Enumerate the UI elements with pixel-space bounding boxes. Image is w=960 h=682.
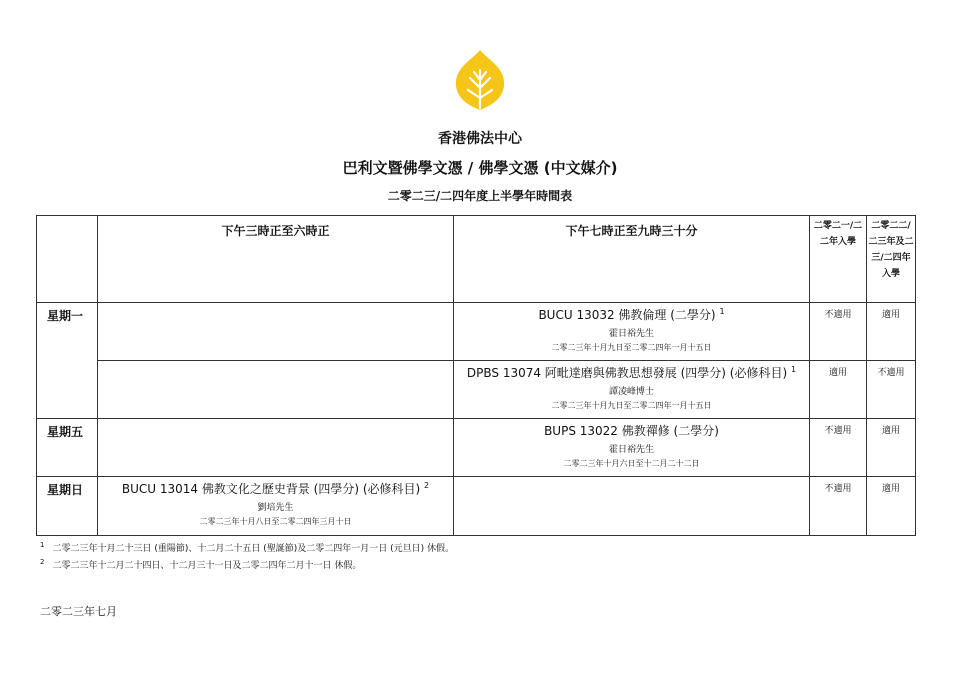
organization-name: 香港佛法中心 [438,131,522,147]
table-row [37,303,916,361]
table-row [37,477,916,536]
intake-a-flag: 不適用 [810,303,867,361]
programme-title: 巴利文暨佛學文憑 / 佛學文憑 (中文媒介) [342,159,618,177]
course-tutor: 霍日裕先生 [608,329,654,339]
footnote-mark: 1 [40,541,45,549]
course-dates: 二零二三年十月六日至十二月二十二日 [563,459,700,468]
afternoon-cell [98,303,454,361]
footnote [40,558,361,571]
course-dates: 二零二三年十月九日至二零二四年一月十五日 [551,343,712,352]
bodhi-leaf-logo [452,48,508,112]
timetable-title: 二零二三/二四年度上半學年時間表 [387,189,573,203]
issue-date: 二零二三年七月 [40,605,117,618]
course-title: BUPS 13022 佛教禪修 (二學分) [544,424,719,438]
intake-b-flag: 適用 [867,419,916,477]
intake-b-flag: 不適用 [867,361,916,419]
footnote-text: 二零二三年十二月二十四日、十二月三十一日及二零二四年二月十一日 休假。 [52,561,362,571]
course-tutor: 劉培先生 [257,503,294,513]
course-tutor: 霍日裕先生 [608,445,654,455]
day-friday: 星期五 [37,419,98,477]
intake-a-flag: 不適用 [810,419,867,477]
course-title: BUCU 13032 佛教倫理 (二學分) [538,308,716,322]
table-row [37,419,916,477]
day-sunday: 星期日 [37,477,98,536]
day-monday: 星期一 [37,303,98,419]
course-cell [98,477,454,536]
header-intake-a: 二零二一/二二年入學 [810,216,867,303]
afternoon-cell [98,361,454,419]
evening-cell [454,477,810,536]
header-afternoon: 下午三時正至六時正 [98,216,454,303]
intake-b-flag: 適用 [867,303,916,361]
intake-a-flag: 適用 [810,361,867,419]
intake-b-flag: 適用 [867,477,916,536]
course-cell [454,361,810,419]
course-tutor: 譚凌峰博士 [608,387,654,397]
table-header-row [37,216,916,303]
header-blank [37,216,98,303]
footnote-text: 二零二三年十月二十三日 (重陽節)、十二月二十五日 (聖誕節)及二零二四年一月一日 (元旦日) 休假。 [52,544,454,554]
intake-a-flag: 不適用 [810,477,867,536]
table-row [37,361,916,419]
afternoon-cell [98,419,454,477]
timetable [36,215,916,536]
footnote-mark: 1 [791,365,797,374]
course-cell [454,303,810,361]
footnote-mark: 2 [424,481,430,490]
course-cell [454,419,810,477]
course-dates: 二零二三年十月八日至二零二四年三月十日 [199,517,352,526]
course-dates: 二零二三年十月九日至二零二四年一月十五日 [551,401,712,410]
course-title: BUCU 13014 佛教文化之歷史背景 (四學分) (必修科目) [121,482,421,496]
footnote [40,541,454,554]
footnote-mark: 1 [719,307,725,316]
footnote-mark: 2 [40,558,45,566]
header-evening: 下午七時正至九時三十分 [454,216,810,303]
header-intake-b: 二零二二/二三年及二三/二四年入學 [867,216,916,303]
course-title: DPBS 13074 阿毗達磨與佛教思想發展 (四學分) (必修科目) [466,366,788,380]
